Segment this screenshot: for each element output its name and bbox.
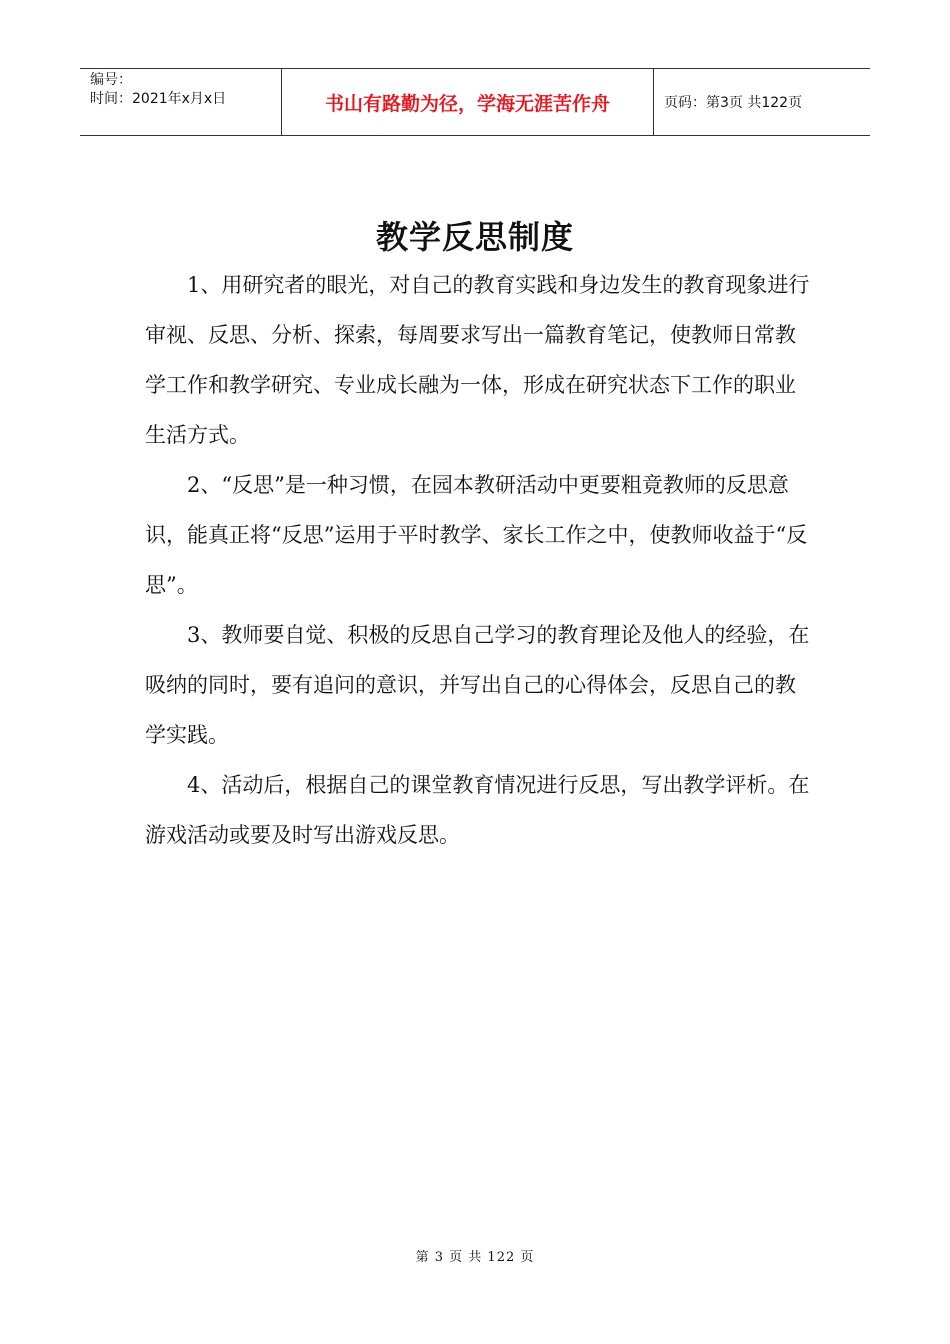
document-body xyxy=(145,260,815,860)
paragraph-1: 1、用研究者的眼光，对自己的教育实践和身边发生的教育现象进行审视、反思、分析、探索，每周要求写出一篇教育笔记，使教师日常教学工作和教学研究、专业成长融为一体，形成在研究状态下工作的职业生活方式。 xyxy=(145,273,810,447)
paragraph-4: 4、活动后，根据自己的课堂教育情况进行反思，写出教学评析。在游戏活动或要及时写出游戏反思。 xyxy=(145,773,810,847)
time-label: 时间：2021年x月x日 xyxy=(90,91,227,107)
motto-text: 书山有路勤为径，学海无涯苦作舟 xyxy=(324,92,610,115)
header-motto-cell xyxy=(281,69,654,135)
paragraph-2: 2、“反思”是一种习惯，在园本教研活动中更要粗竟教师的反思意识，能真正将“反思”运用于平时教学、家长工作之中，使教师收益于“反思”。 xyxy=(145,473,808,597)
number-label: 编号： xyxy=(90,72,132,88)
document-title: 教学反思制度 xyxy=(375,218,574,256)
paragraph-3: 3、教师要自觉、积极的反思自己学习的教育理论及他人的经验，在吸纳的同时，要有追问的意识，并写出自己的心得体会，反思自己的教学实践。 xyxy=(145,623,810,747)
page-info: 页码：第3页 共122页 xyxy=(664,95,803,111)
page-footer: 第 3 页 共 122 页 xyxy=(415,1250,535,1265)
header-page-cell xyxy=(654,69,870,135)
document-header xyxy=(80,68,870,136)
header-meta-cell xyxy=(80,69,281,135)
